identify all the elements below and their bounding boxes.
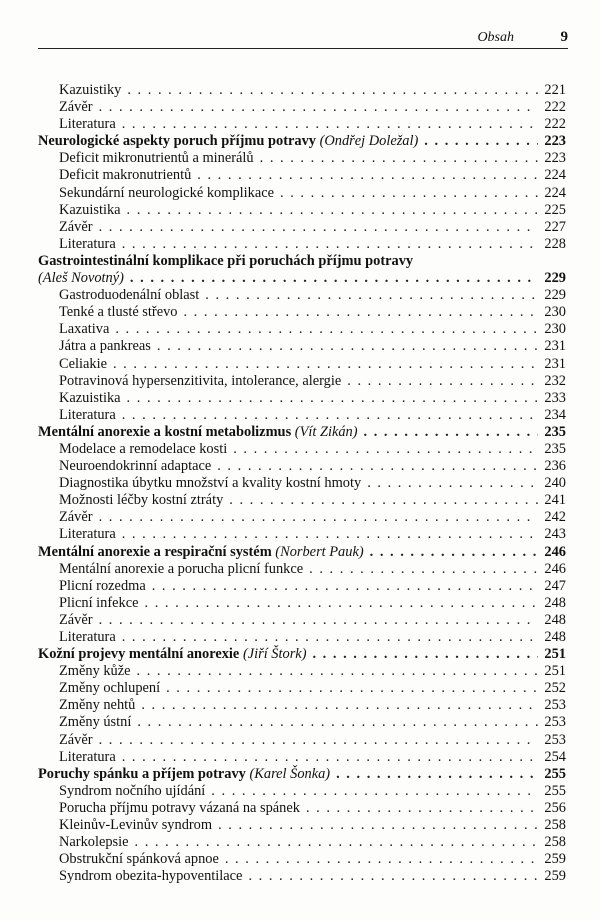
toc-entry-title: Literatura <box>59 748 116 765</box>
toc-entry-page: 230 <box>544 304 566 321</box>
toc-subentry[interactable] <box>38 167 566 184</box>
toc-subentry[interactable] <box>38 509 566 526</box>
toc-subentry[interactable] <box>38 800 566 817</box>
toc-subentry[interactable] <box>38 236 566 253</box>
toc-entry-page: 236 <box>544 458 566 475</box>
toc-subentry[interactable] <box>38 150 566 167</box>
toc-chapter-entry[interactable] <box>38 766 566 783</box>
toc-subentry[interactable] <box>38 338 566 355</box>
toc-entry-page: 233 <box>544 389 566 406</box>
toc-subentry[interactable] <box>38 82 566 99</box>
toc-entry-page: 225 <box>544 201 566 218</box>
toc-subentry[interactable] <box>38 219 566 236</box>
dot-leader <box>99 99 538 116</box>
toc-subentry[interactable] <box>38 185 566 202</box>
toc-entry-author: (Ondřej Doležal) <box>319 133 419 150</box>
toc-subentry[interactable] <box>38 663 566 680</box>
toc-entry-page: 232 <box>544 372 566 389</box>
toc-subentry[interactable] <box>38 749 566 766</box>
toc-entry-title: Deficit makronutrientů <box>59 167 192 184</box>
dot-leader <box>211 783 538 800</box>
dot-leader <box>152 578 538 595</box>
toc-entry-page: 251 <box>544 663 566 680</box>
dot-leader <box>141 697 538 714</box>
toc-entry-page: 246 <box>544 560 566 577</box>
toc-subentry[interactable] <box>38 680 566 697</box>
dot-leader <box>248 868 538 885</box>
toc-chapter-entry[interactable] <box>38 133 566 150</box>
toc-entry-title: Modelace a remodelace kosti <box>59 440 228 457</box>
toc-subentry[interactable] <box>38 834 566 851</box>
dot-leader <box>130 270 538 287</box>
toc-subentry[interactable] <box>38 441 566 458</box>
toc-subentry[interactable] <box>38 475 566 492</box>
toc-entry-page: 248 <box>544 629 566 645</box>
toc-entry-title: Mentální anorexie a kostní metabolizmus <box>38 423 292 440</box>
toc-entry-page: 235 <box>544 423 566 440</box>
toc-subentry[interactable] <box>38 373 566 390</box>
toc-entry-title: Obstrukční spánková apnoe <box>59 851 219 868</box>
dot-leader <box>233 441 538 458</box>
toc-entry-page: 234 <box>544 406 566 423</box>
toc-entry-title: Porucha příjmu potravy vázaná na spánek <box>59 799 300 816</box>
page-number: 9 <box>560 29 568 45</box>
toc-entry-title: Kazuistika <box>59 201 121 218</box>
dot-leader <box>127 202 538 219</box>
toc-entry-title: Změny ústní <box>59 714 132 731</box>
toc-entry-author: (Karel Šonka) <box>249 765 331 782</box>
toc-subentry[interactable] <box>38 407 566 424</box>
toc-entry-title: Závěr <box>59 509 93 526</box>
toc-entry-title: Plicní infekce <box>59 594 139 611</box>
dot-leader <box>99 612 538 629</box>
toc-entry-title: Závěr <box>59 218 93 235</box>
toc-entry-author: (Aleš Novotný) <box>38 270 124 287</box>
toc-subentry[interactable] <box>38 116 566 133</box>
toc-entry-title: Změny nehtů <box>59 697 136 714</box>
toc-entry-title: Kožní projevy mentální anorexie <box>38 646 240 663</box>
toc-entry-page: 240 <box>544 475 566 492</box>
toc-entry-title: Závěr <box>59 611 93 628</box>
dot-leader <box>127 390 538 407</box>
toc-subentry[interactable] <box>38 561 566 578</box>
dot-leader <box>225 851 538 868</box>
dot-leader <box>260 150 538 167</box>
dot-leader <box>122 526 538 543</box>
toc-entry-page: 259 <box>544 868 566 885</box>
dot-leader <box>127 82 538 99</box>
dot-leader <box>347 373 538 390</box>
toc-entry-page: 227 <box>544 218 566 235</box>
running-header-section: Obsah <box>477 30 514 45</box>
toc-entry-page: 235 <box>544 440 566 457</box>
dot-leader <box>122 116 538 133</box>
dot-leader <box>122 749 538 766</box>
toc-chapter-entry[interactable] <box>38 544 566 561</box>
toc-entry-page: 255 <box>544 782 566 799</box>
toc-subentry[interactable] <box>38 578 566 595</box>
toc-entry-title: Neuroendokrinní adaptace <box>59 458 212 475</box>
toc-entry-page: 230 <box>544 321 566 338</box>
toc-subentry[interactable] <box>38 356 566 373</box>
toc-entry-page: 253 <box>544 714 566 731</box>
toc-entry-title: Kleinův-Levinův syndrom <box>59 817 213 834</box>
dot-leader <box>424 133 538 150</box>
toc-subentry[interactable] <box>38 817 566 834</box>
toc-subentry[interactable] <box>38 526 566 543</box>
toc-entry-page: 256 <box>544 799 566 816</box>
toc-entry-author: (Vít Zikán) <box>294 423 358 440</box>
toc-chapter-entry[interactable] <box>38 424 566 441</box>
toc-entry-title: Gastrointestinální komplikace při poruchách příjmu potravy <box>38 252 414 269</box>
toc-entry-page: 228 <box>544 235 566 252</box>
toc-entry-page: 253 <box>544 731 566 748</box>
toc-entry-title: Celiakie <box>59 355 107 372</box>
toc-entry-author: (Norbert Pauk) <box>275 543 364 560</box>
table-of-contents <box>38 82 566 885</box>
toc-entry-page: 224 <box>544 167 566 184</box>
toc-entry-page: 223 <box>544 150 566 167</box>
toc-entry-page: 251 <box>544 646 566 663</box>
dot-leader <box>312 646 538 663</box>
toc-entry-page: 229 <box>544 270 566 287</box>
toc-entry-title: Literatura <box>59 406 116 423</box>
toc-subentry[interactable] <box>38 697 566 714</box>
toc-entry-page: 242 <box>544 509 566 526</box>
dot-leader <box>217 458 538 475</box>
toc-subentry[interactable] <box>38 783 566 800</box>
toc-subentry[interactable] <box>38 868 566 885</box>
toc-entry-title: Možnosti léčby kostní ztráty <box>59 492 224 509</box>
dot-leader <box>122 236 538 253</box>
toc-entry-title: Literatura <box>59 526 116 543</box>
dot-leader <box>364 424 538 441</box>
toc-subentry[interactable] <box>38 304 566 321</box>
toc-entry-title: Závěr <box>59 99 93 116</box>
dot-leader <box>135 834 538 851</box>
toc-entry-page: 248 <box>544 611 566 628</box>
toc-entry-page: 241 <box>544 492 566 509</box>
toc-entry-title: Poruchy spánku a příjem potravy <box>38 765 246 782</box>
toc-entry-title: Tenké a tlusté střevo <box>59 304 178 321</box>
toc-entry-title: Kazuistika <box>59 389 121 406</box>
toc-subentry[interactable] <box>38 202 566 219</box>
dot-leader <box>99 219 538 236</box>
toc-entry-page: 229 <box>544 287 566 304</box>
dot-leader <box>157 338 538 355</box>
toc-entry-title: Potravinová hypersenzitivita, intolerance, alergie <box>59 372 342 389</box>
toc-entry-author: (Jiří Štork) <box>242 646 307 663</box>
toc-entry-page: 224 <box>544 184 566 201</box>
dot-leader <box>99 509 538 526</box>
toc-entry-title: Mentální anorexie a porucha plicní funkce <box>59 560 304 577</box>
toc-subentry[interactable] <box>38 390 566 407</box>
dot-leader <box>145 595 538 612</box>
toc-entry-page: 258 <box>544 834 566 851</box>
toc-entry-page: 246 <box>544 543 566 560</box>
toc-entry-title: Sekundární neurologické komplikace <box>59 184 274 201</box>
toc-entry-page: 243 <box>544 526 566 543</box>
dot-leader <box>166 680 538 697</box>
toc-entry-page: 222 <box>544 99 566 116</box>
dot-leader <box>183 304 538 321</box>
toc-entry-title: Literatura <box>59 629 116 645</box>
dot-leader <box>137 714 538 731</box>
toc-chapter-entry[interactable] <box>38 253 566 270</box>
dot-leader <box>205 287 538 304</box>
toc-subentry[interactable] <box>38 612 566 629</box>
toc-chapter-entry[interactable] <box>38 646 566 663</box>
toc-subentry[interactable] <box>38 99 566 116</box>
toc-entry-title: Plicní rozedma <box>59 577 146 594</box>
toc-entry-page: 259 <box>544 851 566 868</box>
toc-entry-title: Narkolepsie <box>59 834 129 851</box>
toc-subentry[interactable] <box>38 629 566 646</box>
toc-entry-title: Kazuistiky <box>59 82 122 98</box>
toc-entry-page: 247 <box>544 577 566 594</box>
dot-leader <box>197 167 538 184</box>
dot-leader <box>306 800 538 817</box>
running-header <box>38 28 568 49</box>
toc-entry-title: Změny kůže <box>59 663 131 680</box>
toc-entry-title: Syndrom nočního ujídání <box>59 782 206 799</box>
toc-subentry[interactable] <box>38 714 566 731</box>
toc-entry-title: Laxativa <box>59 321 110 338</box>
dot-leader <box>336 766 538 783</box>
dot-leader <box>99 732 538 749</box>
toc-entry-title: Gastroduodenální oblast <box>59 287 200 304</box>
dot-leader <box>137 663 538 680</box>
toc-entry-page: 223 <box>544 133 566 150</box>
toc-entry-page: 221 <box>544 82 566 98</box>
dot-leader <box>309 561 538 578</box>
toc-entry-title: Neurologické aspekty poruch příjmu potravy <box>38 133 316 150</box>
dot-leader <box>122 407 538 424</box>
toc-entry-title: Diagnostika úbytku množství a kvality kostní hmoty <box>59 475 362 492</box>
toc-entry-page: 231 <box>544 355 566 372</box>
toc-entry-title: Játra a pankreas <box>59 338 151 355</box>
dot-leader <box>113 356 538 373</box>
dot-leader <box>280 185 538 202</box>
toc-subentry[interactable] <box>38 287 566 304</box>
toc-subentry[interactable] <box>38 458 566 475</box>
toc-entry-title: Literatura <box>59 235 116 252</box>
toc-subentry[interactable] <box>38 851 566 868</box>
toc-subentry[interactable] <box>38 595 566 612</box>
dot-leader <box>122 629 538 646</box>
toc-entry-title: Změny ochlupení <box>59 680 161 697</box>
toc-subentry[interactable] <box>38 732 566 749</box>
toc-entry-title: Závěr <box>59 731 93 748</box>
toc-chapter-entry[interactable] <box>38 270 566 287</box>
toc-entry-page: 222 <box>544 116 566 133</box>
toc-entry-page: 258 <box>544 817 566 834</box>
toc-entry-page: 252 <box>544 680 566 697</box>
toc-entry-page: 231 <box>544 338 566 355</box>
dot-leader <box>218 817 538 834</box>
toc-entry-title: Syndrom obezita-hypoventilace <box>59 868 243 885</box>
toc-entry-page: 255 <box>544 765 566 782</box>
toc-entry-page: 254 <box>544 748 566 765</box>
toc-entry-title: Mentální anorexie a respirační systém <box>38 543 272 560</box>
toc-entry-page: 248 <box>544 594 566 611</box>
toc-subentry[interactable] <box>38 492 566 509</box>
dot-leader <box>367 475 538 492</box>
toc-entry-title: Deficit mikronutrientů a minerálů <box>59 150 254 167</box>
dot-leader <box>370 544 538 561</box>
dot-leader <box>229 492 538 509</box>
toc-entry-title: Literatura <box>59 116 116 133</box>
toc-subentry[interactable] <box>38 321 566 338</box>
toc-entry-page: 253 <box>544 697 566 714</box>
dot-leader <box>115 321 538 338</box>
